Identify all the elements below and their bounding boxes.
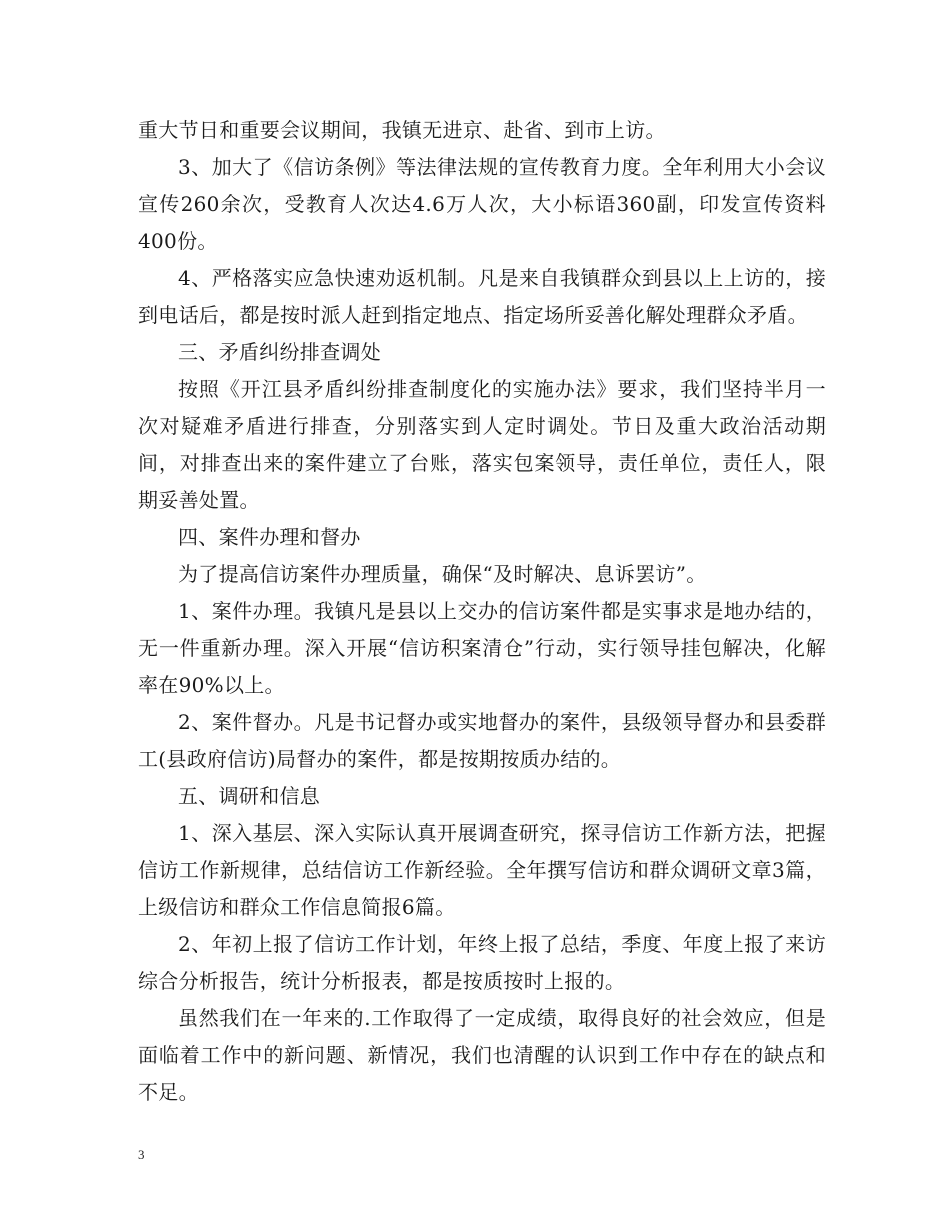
section-heading-dispute-screening: 三、矛盾纠纷排查调处 <box>178 340 381 364</box>
paragraph-reporting: 2、年初上报了信访工作计划，年终上报了总结，季度、年度上报了来访综合分析报告，统计分析报表，都是按质按时上报的。 <box>138 932 826 993</box>
document-body <box>138 112 826 1111</box>
section-heading-research-info: 五、调研和信息 <box>178 784 321 808</box>
page-number: 3 <box>138 1147 145 1162</box>
paragraph-conclusion: 虽然我们在一年来的.工作取得了一定成绩，取得良好的社会效应，但是面临着工作中的新问题、新情况，我们也清醒的认识到工作中存在的缺点和不足。 <box>138 1006 826 1104</box>
paragraph-case-handling: 1、案件办理。我镇凡是县以上交办的信访案件都是实事求是地办结的，无一件重新办理。深入开展“信访积案清仓”行动，实行领导挂包解决，化解率在90%以上。 <box>138 599 826 697</box>
paragraph-case-quality: 为了提高信访案件办理质量，确保“及时解决、息诉罢访”。 <box>178 562 707 586</box>
section-heading-case-handling: 四、案件办理和督办 <box>178 525 361 549</box>
paragraph-publicity: 3、加大了《信访条例》等法律法规的宣传教育力度。全年利用大小会议宣传260余次，受教育人次达4.6万人次，大小标语360副，印发宣传资料400份。 <box>138 155 826 253</box>
paragraph-persuasion-mechanism: 4、严格落实应急快速劝返机制。凡是来自我镇群众到县以上上访的，接到电话后，都是按时派人赶到指定地点、指定场所妥善化解处理群众矛盾。 <box>138 266 826 327</box>
paragraph-dispute-screening: 按照《开江县矛盾纠纷排查制度化的实施办法》要求，我们坚持半月一次对疑难矛盾进行排查，分别落实到人定时调处。节日及重大政治活动期间，对排查出来的案件建立了台账，落实包案领导，责任单位，责任人，限期妥善处置。 <box>138 377 826 512</box>
paragraph-research: 1、深入基层、深入实际认真开展调查研究，探寻信访工作新方法，把握信访工作新规律，总结信访工作新经验。全年撰写信访和群众调研文章3篇，上级信访和群众工作信息简报6篇。 <box>138 821 826 919</box>
paragraph-case-supervision: 2、案件督办。凡是书记督办或实地督办的案件，县级领导督办和县委群工(县政府信访)局督办的案件，都是按期按质办结的。 <box>138 710 826 771</box>
paragraph-continuation: 重大节日和重要会议期间，我镇无进京、赴省、到市上访。 <box>138 118 666 142</box>
